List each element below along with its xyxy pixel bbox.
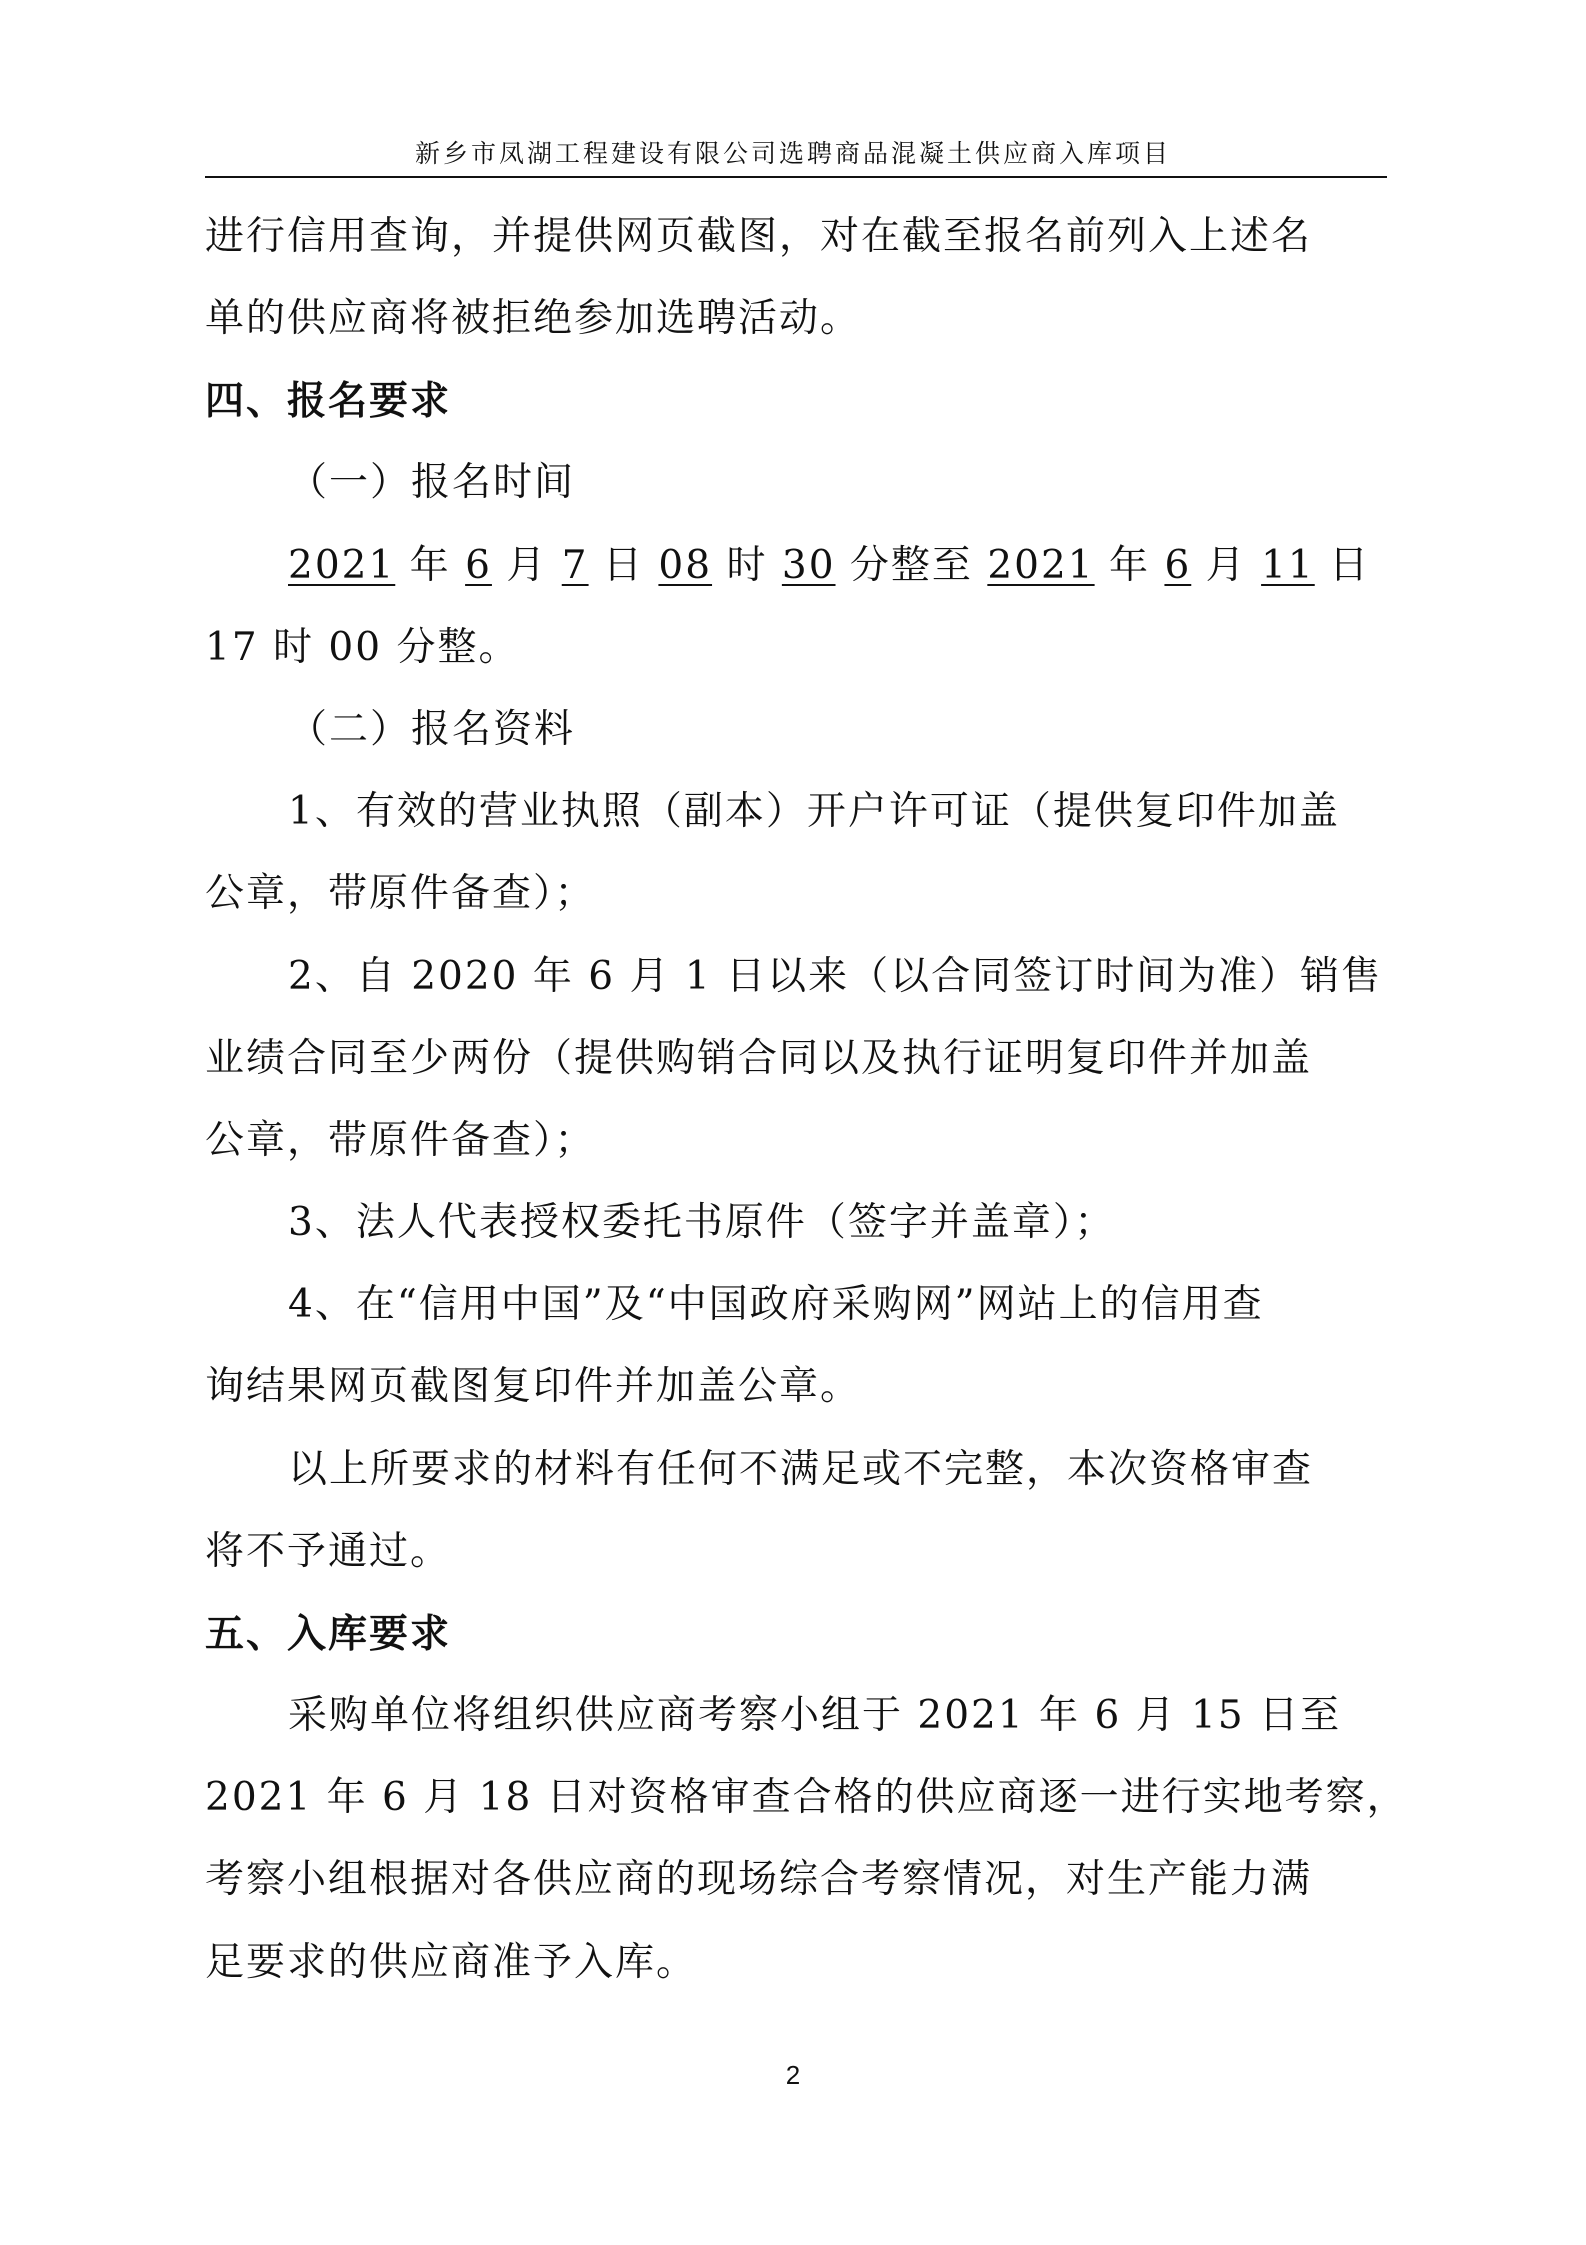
paragraph-line: 2021 年 6 月 18 日对资格审查合格的供应商逐一进行实地考察， [205,1775,1408,1820]
start-day: 7 [561,543,589,588]
end-year: 2021 [987,543,1095,588]
subsection-heading: （二）报名资料 [288,707,576,752]
end-month: 6 [1164,543,1192,588]
subsection-heading: （一）报名时间 [288,460,576,505]
paragraph-line: 3、法人代表授权委托书原件（签字并盖章）； [288,1200,1116,1245]
paragraph-line: 将不予通过。 [205,1529,452,1574]
paragraph-line: 2、自 2020 年 6 月 1 日以来（以合同签订时间为准）销售 [288,954,1383,999]
paragraph-line: 公章，带原件备查）； [205,871,596,916]
header-rule [205,176,1387,178]
start-hour: 08 [658,543,713,588]
paragraph-line: 4、在“信用中国”及“中国政府采购网”网站上的信用查 [288,1282,1264,1327]
paragraph-line: 单的供应商将被拒绝参加选聘活动。 [205,296,862,341]
page-number: 2 [785,2060,801,2090]
paragraph-line: 公章，带原件备查）； [205,1118,596,1163]
start-year: 2021 [288,543,396,588]
paragraph-line: 17 时 00 分整。 [205,625,520,670]
paragraph-line: 考察小组根据对各供应商的现场综合考察情况，对生产能力满 [205,1857,1313,1902]
paragraph-line: 业绩合同至少两份（提供购销合同以及执行证明复印件并加盖 [205,1036,1313,1081]
paragraph-line: 进行信用查询，并提供网页截图，对在截至报名前列入上述名 [205,214,1313,259]
paragraph-line: 询结果网页截图复印件并加盖公章。 [205,1364,862,1409]
start-minute: 30 [781,543,836,588]
paragraph-line: 以上所要求的材料有任何不满足或不完整，本次资格审查 [288,1447,1314,1492]
section-heading-4: 四、报名要求 [205,378,452,424]
paragraph-line: 采购单位将组织供应商考察小组于 2021 年 6 月 15 日至 [288,1693,1342,1738]
paragraph-line: 1、有效的营业执照（副本）开户许可证（提供复印件加盖 [288,789,1340,834]
section-heading-5: 五、入库要求 [205,1611,452,1657]
start-month: 6 [465,543,492,588]
paragraph-line: 足要求的供应商准予入库。 [205,1940,698,1985]
running-header: 新乡市凤湖工程建设有限公司选聘商品混凝土供应商入库项目 [414,139,1171,168]
end-day: 11 [1261,543,1315,588]
registration-time-line: 2021 年 6 月 7 日 08 时 30 分整至 2021 年 6 月 11 日 [288,543,1371,588]
